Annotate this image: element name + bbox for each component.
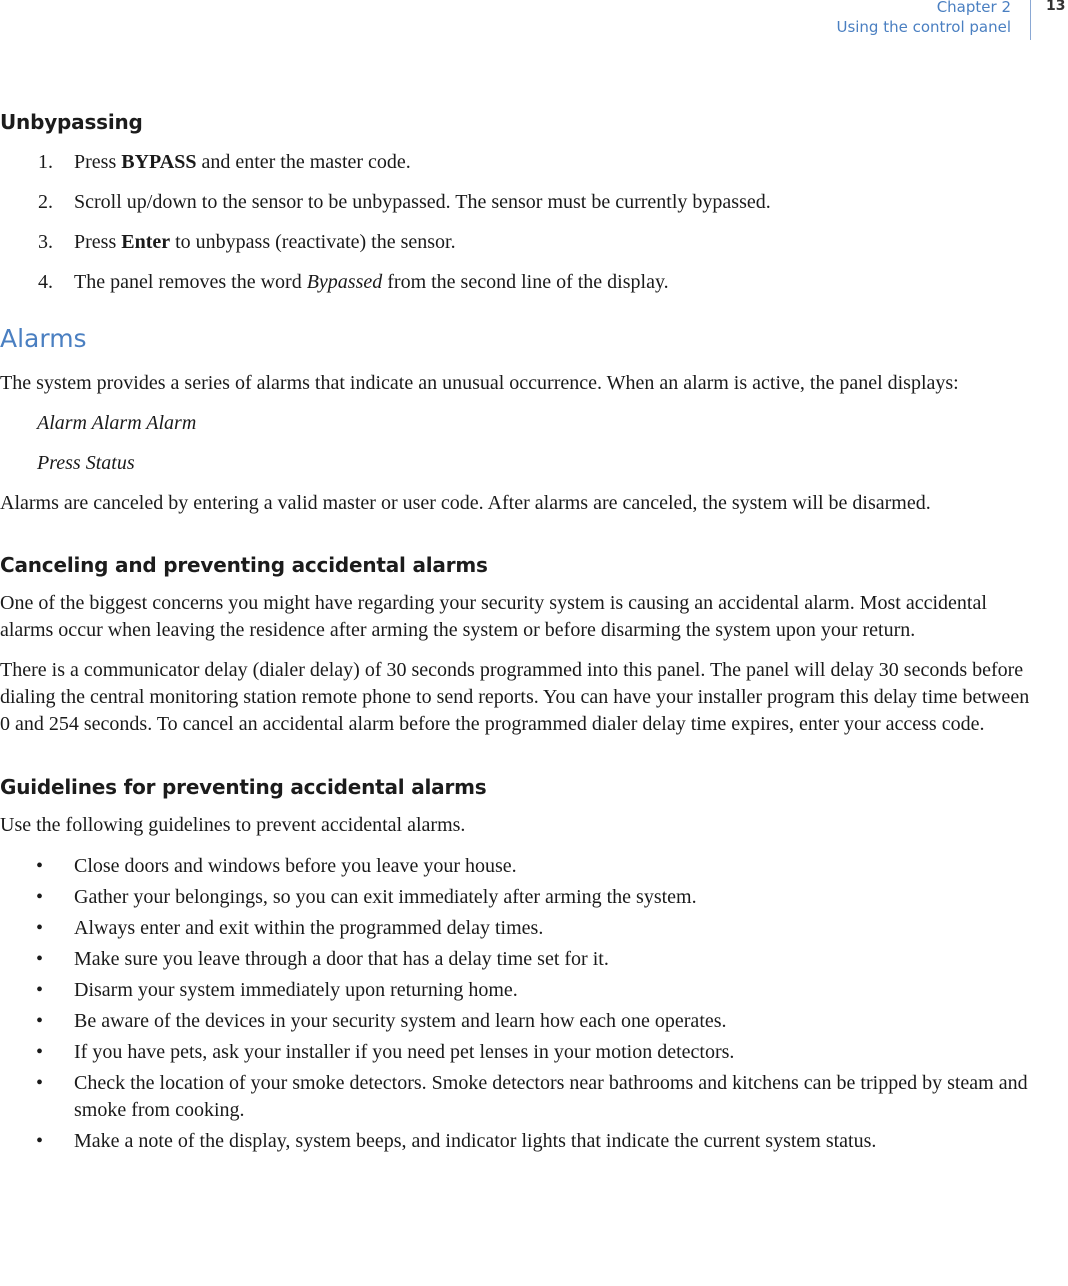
list-item xyxy=(0,946,1030,973)
step-1 xyxy=(0,149,1030,176)
step-text: Scroll up/down to the sensor to be unbypassed. The sensor must be currently bypassed. xyxy=(74,191,771,213)
alarms-after: Alarms are canceled by entering a valid master or user code. After alarms are canceled, the system will be disarmed. xyxy=(0,492,931,514)
list-item xyxy=(0,1070,1030,1124)
step-text: to unbypass (reactivate) the sensor. xyxy=(170,231,456,253)
list-item-text: Disarm your system immediately upon returning home. xyxy=(74,979,518,1001)
step-text: Press xyxy=(74,151,122,173)
running-header xyxy=(0,0,1068,44)
step-text: Press xyxy=(74,231,122,253)
header-text xyxy=(836,0,1011,37)
section-label: Using the control panel xyxy=(836,18,1011,36)
list-item-text: Be aware of the devices in your security system and learn how each one operates. xyxy=(74,1010,727,1032)
page-number: 13 xyxy=(1046,0,1066,14)
unbypassing-steps xyxy=(0,149,1030,296)
canceling-heading: Canceling and preventing accidental alarms xyxy=(0,553,488,577)
display-line-2: Press Status xyxy=(37,452,135,474)
step-number: 3. xyxy=(38,231,53,253)
alarms-heading: Alarms xyxy=(0,324,87,353)
step-4 xyxy=(0,269,1030,296)
step-text: and enter the master code. xyxy=(196,151,411,173)
list-item xyxy=(0,1128,1030,1155)
bullet: • xyxy=(36,979,44,1001)
header-divider xyxy=(1030,0,1031,40)
bullet: • xyxy=(36,1072,44,1094)
list-item-text: Close doors and windows before you leave your house. xyxy=(74,855,517,877)
list-item-text: Make sure you leave through a door that has a delay time set for it. xyxy=(74,948,609,970)
step-2 xyxy=(0,189,1030,216)
step-number: 2. xyxy=(38,191,53,213)
list-item xyxy=(0,853,1030,880)
bullet: • xyxy=(36,1010,44,1032)
bullet: • xyxy=(36,886,44,908)
display-line-1: Alarm Alarm Alarm xyxy=(37,412,197,434)
step-3 xyxy=(0,229,1030,256)
step-text: The panel removes the word xyxy=(74,271,307,293)
page-content xyxy=(0,108,1030,1159)
canceling-para-1: One of the biggest concerns you might have regarding your security system is causing an accidental alarm. Most accidental alarms occur when leaving the residence after arming the system or before disarming the system upon your return. xyxy=(0,592,987,641)
step-number: 1. xyxy=(38,151,53,173)
list-item-text: Make a note of the display, system beeps, and indicator lights that indicate the current system status. xyxy=(74,1130,877,1152)
bullet: • xyxy=(36,948,44,970)
step-text: from the second line of the display. xyxy=(382,271,669,293)
list-item xyxy=(0,977,1030,1004)
list-item xyxy=(0,884,1030,911)
canceling-para-2: There is a communicator delay (dialer delay) of 30 seconds programmed into this panel. The panel will delay 30 seconds before dialing the central monitoring station remote phone to send reports. You can have your installer program this delay time between 0 and 254 seconds. To cancel an accidental alarm before the programmed dialer delay time expires, enter your access code. xyxy=(0,659,1030,735)
unbypassing-heading: Unbypassing xyxy=(0,110,143,134)
bullet: • xyxy=(36,1130,44,1152)
list-item-text: Always enter and exit within the programmed delay times. xyxy=(74,917,544,939)
bullet: • xyxy=(36,1041,44,1063)
step-keyword: BYPASS xyxy=(121,151,197,173)
step-keyword: Enter xyxy=(121,231,171,253)
list-item-text: Gather your belongings, so you can exit immediately after arming the system. xyxy=(74,886,697,908)
list-item xyxy=(0,915,1030,942)
list-item xyxy=(0,1039,1030,1066)
chapter-label: Chapter 2 xyxy=(936,0,1011,16)
guidelines-intro: Use the following guidelines to prevent accidental alarms. xyxy=(0,814,466,836)
step-keyword: Bypassed xyxy=(306,271,383,293)
list-item-text: If you have pets, ask your installer if you need pet lenses in your motion detectors. xyxy=(74,1041,735,1063)
list-item-text: Check the location of your smoke detectors. Smoke detectors near bathrooms and kitchens can be tripped by steam and smoke from cooking. xyxy=(74,1072,1028,1121)
guidelines-heading: Guidelines for preventing accidental alarms xyxy=(0,775,487,799)
bullet: • xyxy=(36,917,44,939)
guidelines-list xyxy=(0,853,1030,1155)
alarms-intro: The system provides a series of alarms that indicate an unusual occurrence. When an alarm is active, the panel displays: xyxy=(0,372,959,394)
step-number: 4. xyxy=(38,271,53,293)
list-item xyxy=(0,1008,1030,1035)
bullet: • xyxy=(36,855,44,877)
